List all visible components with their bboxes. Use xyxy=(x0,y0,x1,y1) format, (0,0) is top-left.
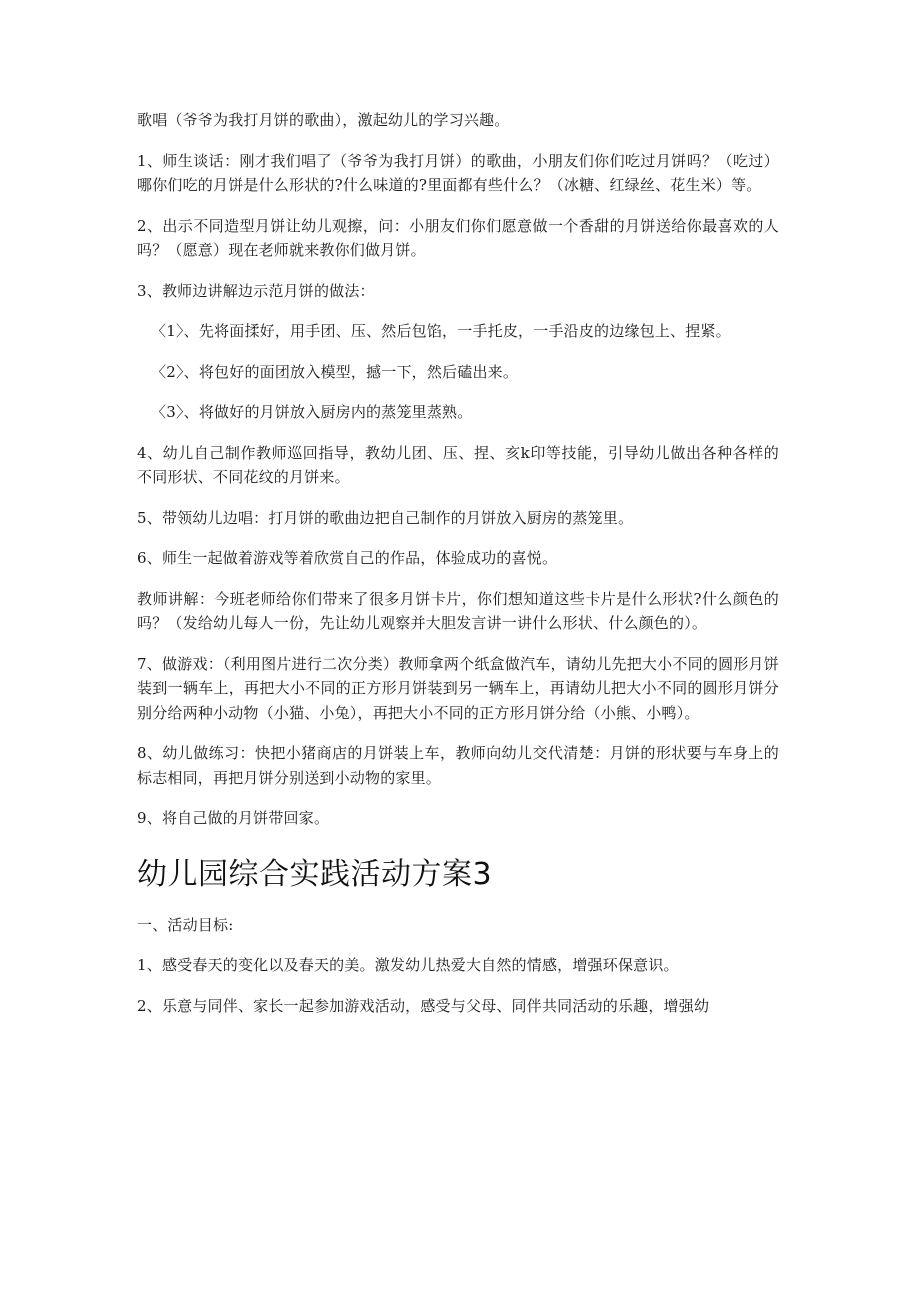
paragraph-substep-1: 〈1〉、先将面揉好，用手团、压、然后包馅，一手托皮，一手沿皮的边缘包上、捏紧。 xyxy=(151,322,731,340)
paragraph-step-8: 8、幼儿做练习：快把小猪商店的月饼装上车，教师向幼儿交代清楚：月饼的形状要与车身上的标志相同，再把月饼分别送到小动物的家里。 xyxy=(137,744,779,787)
paragraph-step-2: 2、出示不同造型月饼让幼儿观擦，问：小朋友们你们愿意做一个香甜的月饼送给你最喜欢的人吗？（愿意）现在老师就来教你们做月饼。 xyxy=(137,216,779,259)
paragraph-step-9: 9、将自己做的月饼带回家。 xyxy=(137,809,330,827)
paragraph-goals-title: 一、活动目标: xyxy=(137,915,234,934)
document-body xyxy=(137,108,779,1034)
section-heading: 幼儿园综合实践活动方案3 xyxy=(137,856,493,892)
paragraph-goal-1: 1、感受春天的变化以及春天的美。激发幼儿热爱大自然的情感，增强环保意识。 xyxy=(137,956,679,974)
paragraph-substep-3: 〈3〉、将做好的月饼放入厨房内的蒸笼里蒸熟。 xyxy=(151,403,473,421)
paragraph-substep-2: 〈2〉、将包好的面团放入模型，撼一下，然后磕出来。 xyxy=(151,362,519,381)
paragraph-step-1: 1、师生谈话：刚才我们唱了（爷爷为我打月饼）的歌曲，小朋友们你们吃过月饼吗？（吃过）哪你们吃的月饼是什么形状的?什么味道的?里面都有些什么？（冰糖、红绿丝、花生米）等。 xyxy=(137,151,779,194)
paragraph-intro: 歌唱（爷爷为我打月饼的歌曲），激起幼儿的学习兴趣。 xyxy=(137,111,510,129)
paragraph-teacher-explain: 教师讲解：今班老师给你们带来了很多月饼卡片，你们想知道这些卡片是什么形状?什么颜色的吗？（发给幼儿每人一份，先让幼儿观察并大胆发言讲一讲什么形状、什么颜色的）。 xyxy=(137,589,779,632)
paragraph-step-7: 7、做游戏：（利用图片进行二次分类）教师拿两个纸盒做汽车，请幼儿先把大小不同的圆形月饼装到一辆车上，再把大小不同的正方形月饼装到另一辆车上，再请幼儿把大小不同的圆形月饼分别分给两种小动物（小猫、小兔），再把大小不同的正方形月饼分给（小熊、小鸭）。 xyxy=(137,654,779,722)
paragraph-step-3: 3、教师边讲解边示范月饼的做法： xyxy=(137,281,375,300)
paragraph-step-6: 6、师生一起做着游戏等着欣赏自己的作品，体验成功的喜悦。 xyxy=(137,549,558,567)
paragraph-goal-2: 2、乐意与同伴、家长一起参加游戏活动，感受与父母、同伴共同活动的乐趣，增强幼 xyxy=(137,996,710,1015)
paragraph-step-4: 4、幼儿自己制作教师巡回指导，教幼儿团、压、捏、亥k印等技能，引导幼儿做出各种各样的不同形状、不同花纹的月饼来。 xyxy=(137,443,779,486)
paragraph-step-5: 5、带领幼儿边唱：打月饼的歌曲边把自己制作的月饼放入厨房的蒸笼里。 xyxy=(137,508,634,527)
